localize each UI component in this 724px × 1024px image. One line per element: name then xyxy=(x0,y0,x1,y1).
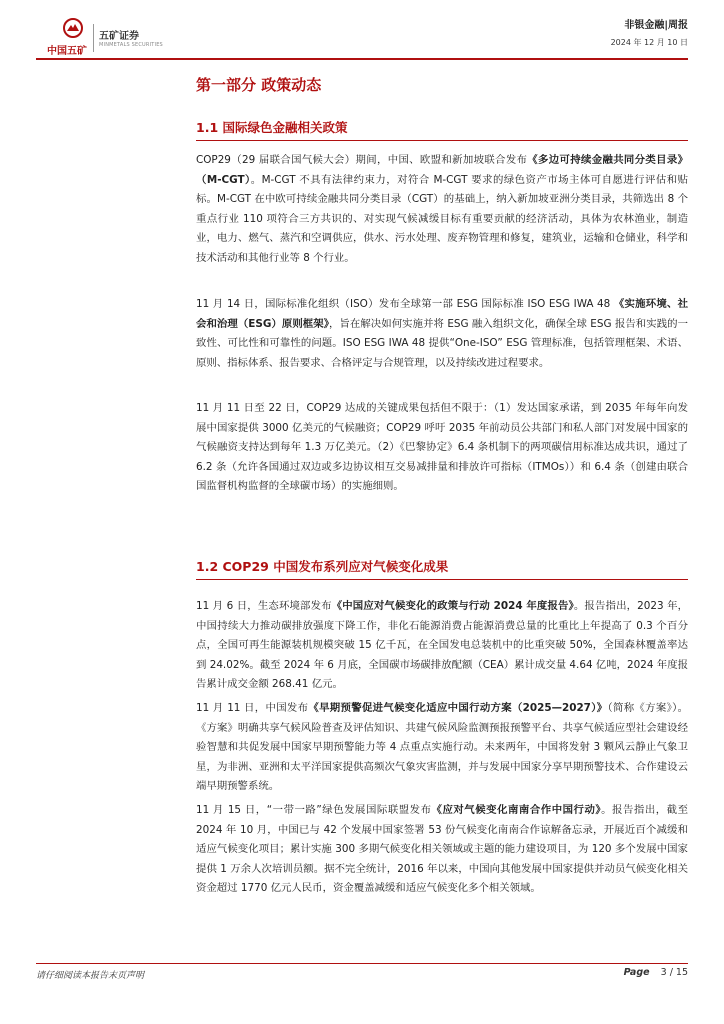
logo-divider xyxy=(93,24,94,52)
section-title-1-2: 1.2 COP29 中国发布系列应对气候变化成果 xyxy=(196,559,449,574)
paragraph-emphasis: 《早期预警促进气候变化适应中国行动方案（2025—2027）》 xyxy=(308,702,608,714)
header-divider xyxy=(36,58,688,60)
paragraph-text: 11 月 11 日，中国发布 xyxy=(196,702,309,714)
paragraph-emphasis: 《实施环境、社会和治理（ESG）原则框架》 xyxy=(196,298,689,330)
paragraph-text: 。报告指出，2023 年，中国持续大力推动碳排放强度下降工作，非化石能源消费占能源消费总量的比重比上年提高了 0.3 个百分点，全国可再生能源装机规模突破 15 亿千瓦，在全国发电总装机中的比重突破 50%，全国森林覆盖率达到 24.02%。截至 2024 年 6 月底，全国碳市场碳排放配额（CEA）累计成交量 4.64 亿吨，2024 年度报告累计成交金额 268.41 亿元。 xyxy=(196,600,689,691)
company-name: 中国五矿 xyxy=(47,46,87,57)
paragraph-text: ，旨在解决如何实施并将 ESG 融入组织文化，确保全球 ESG 报告和实践的一致性、可比性和可靠性的问题。ISO ESG IWA 48 提供“One-ISO” ESG 管理标准，包括管理框架、术语、原则、指标体系、报告要求、合格评定与合规管理，以及持续改进过程要求。 xyxy=(196,317,688,369)
paragraph-text: 11 月 6 日，生态环境部发布 xyxy=(196,600,332,612)
paragraph xyxy=(196,399,688,497)
header-meta xyxy=(611,16,688,48)
part-title: 第一部分 政策动态 xyxy=(196,76,322,94)
paragraph xyxy=(196,295,688,373)
paragraph xyxy=(196,699,688,797)
paragraph-text: 。报告指出，截至 2024 年 10 月，中国已与 42 个发展中国家签署 53 份气候变化南南合作谅解备忘录，开展近百个减缓和适应气候变化项目；累计实施 300 多期气候变化相关领域或主题的能力建设项目，为 120 多个发展中国家提供 1 万余人次培训员额。据不完全统计，2016 年以来，中国向其他发展中国家提供并动员气候变化相关资金超过 1770 亿元人民币，资金覆盖减缓和适应气候变化多个相关领域。 xyxy=(196,804,688,895)
securities-name: 五矿证券 xyxy=(99,31,139,42)
paragraph-text: COP29（29 届联合国气候大会）期间，中国、欧盟和新加坡联合发布 xyxy=(196,154,528,166)
securities-name-en: MINMETALS SECURITIES xyxy=(99,42,163,48)
paragraph xyxy=(196,801,688,899)
page-label: Page xyxy=(623,967,650,978)
paragraph xyxy=(196,597,688,695)
minmetals-logo-icon xyxy=(63,18,83,38)
section-divider-1-1 xyxy=(196,140,688,141)
page-header xyxy=(0,0,724,60)
paragraph-text: 11 月 14 日，国际标准化组织（ISO）发布全球第一部 ESG 国际标准 ISO ESG IWA 48 xyxy=(196,298,614,310)
paragraph-text: 11 月 11 日至 22 日，COP29 达成的关键成果包括但不限于：（1）发达国家承诺，到 2035 年每年向发展中国家提供 3000 亿美元的气候融资；COP29 呼吁 2035 年前动员公共部门和私人部门对发展中国家的气候融资支持达到每年 1.3 万亿美元。（2）《巴黎协定》6.4 条机制下的两项碳信用标准达成共识，通过了 6.2 条（允许各国通过双边或多边协议相互交易减排量和排放许可指标（ITMOs））和 6.4 条（创建由联合国监督机构监督的全球碳市场）的实施细则。 xyxy=(196,402,688,493)
footer-disclaimer: 请仔细阅读本报告末页声明 xyxy=(36,971,145,981)
paragraph-emphasis: 《中国应对气候变化的政策与行动 2024 年度报告》 xyxy=(331,600,574,612)
paragraph-emphasis: 《应对气候变化南南合作中国行动》 xyxy=(431,804,602,816)
paragraph-emphasis: 《多边可持续金融共同分类目录》（M-CGT） xyxy=(196,154,688,186)
footer-divider xyxy=(36,963,688,964)
paragraph-text: （简称《方案》）。《方案》明确共享气候风险普查及评估知识、共建气候风险监测预报预警平台、共享气候适应型社会建设经验智慧和共促发展中国家早期预警能力等 4 点重点实施行动。未来两年，中国将发射 3 颗风云静止气象卫星，为非洲、亚洲和太平洋国家提供高频次气象灾害监测，并与发展中国家分享早期预警技术、合作建设云端早期预警系统。 xyxy=(196,702,689,793)
paragraph-text: 11 月 15 日，“一带一路”绿色发展国际联盟发布 xyxy=(196,804,432,816)
page-number: 3 / 15 xyxy=(660,967,688,978)
page-indicator xyxy=(624,967,688,978)
company-logo xyxy=(47,18,207,58)
report-title: 非银金融|周报 xyxy=(624,20,688,31)
report-date: 2024 年 12 月 10 日 xyxy=(610,38,688,47)
section-divider-1-2 xyxy=(196,579,688,580)
paragraph xyxy=(196,151,688,269)
paragraph-text: 。M-CGT 不具有法律约束力，对符合 M-CGT 要求的绿色资产市场主体可自愿进行评估和贴标。M-CGT 在中欧可持续金融共同分类目录（CGT）的基础上，纳入新加坡亚洲分类目录，共筛选出 8 个重点行业 110 项符合三方共识的、对实现气候减缓目标有重要贡献的经济活动，具体为农林渔业，制造业，电力、燃气、蒸汽和空调供应，供水、污水处理、废弃物管理和修复，建筑业，运输和仓储业，科学和技术活动和其他行业等 8 个行业。 xyxy=(196,173,689,264)
section-title-1-1: 1.1 国际绿色金融相关政策 xyxy=(196,120,348,135)
